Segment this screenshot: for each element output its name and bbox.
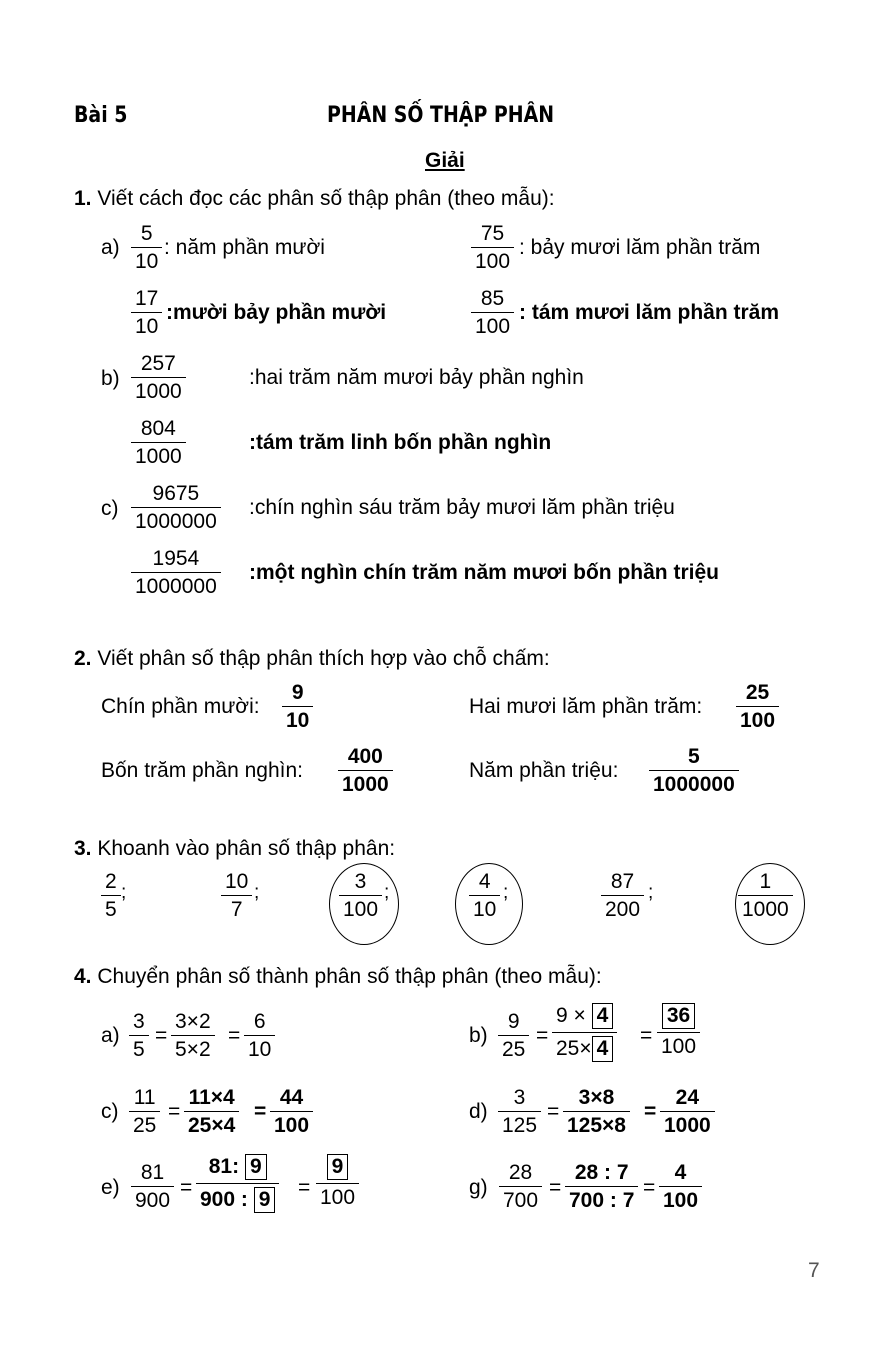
numerator: 3 (354, 870, 367, 893)
fraction (341, 871, 380, 920)
exercise-number: 1. (74, 187, 92, 210)
numerator (325, 1154, 351, 1183)
numerator: 804 (140, 417, 176, 440)
separator: ; (503, 882, 509, 903)
denominator: 100 (339, 895, 382, 920)
exercise-2-prompt (74, 647, 550, 671)
numerator: 25 (745, 681, 770, 704)
fraction (223, 871, 250, 920)
fraction (133, 418, 184, 467)
exercise-text: Chuyển phân số thành phân số thập phân (theo mẫu): (91, 965, 602, 988)
denominator: 1000000 (131, 507, 221, 532)
denominator: 100 (659, 1186, 702, 1211)
numerator: 11 (133, 1086, 156, 1109)
numerator: 11×4 (188, 1086, 235, 1109)
fraction (662, 1087, 713, 1136)
denominator: 7 (221, 895, 252, 920)
fraction (133, 1162, 172, 1211)
fraction-name: Chín phần mười: (101, 695, 260, 718)
fraction (198, 1154, 277, 1213)
numerator: 5 (140, 222, 153, 245)
exercise-number: 4. (74, 965, 92, 988)
denominator (196, 1183, 279, 1213)
fraction (131, 1087, 158, 1136)
denominator: 900 (131, 1186, 174, 1211)
denominator: 100 (736, 706, 779, 731)
fraction-name: Hai mươi lăm phần trăm: (469, 695, 703, 718)
numerator: 3 (133, 1010, 145, 1033)
separator: ; (254, 882, 260, 903)
page-title: PHÂN SỐ THẬP PHÂN (327, 103, 555, 128)
numerator: 400 (347, 745, 383, 768)
answer-fraction (340, 746, 391, 795)
fraction (554, 1003, 615, 1062)
separator: ; (384, 882, 390, 903)
denominator: 100 (471, 247, 514, 272)
denominator: 1000 (131, 442, 186, 467)
fraction-name: Bốn trăm phần nghìn: (101, 759, 303, 782)
fraction (603, 871, 642, 920)
equals-sign: = (547, 1100, 560, 1123)
denominator: 100 (316, 1183, 359, 1208)
exercise-text: Viết phân số thập phân thích hợp vào chỗ chấm: (91, 647, 550, 670)
fraction-reading: : tám mươi lăm phần trăm (519, 301, 780, 324)
exercise-text: Khoanh vào phân số thập phân: (91, 837, 396, 860)
exercise-number: 3. (74, 837, 92, 860)
exercise-1-prompt (74, 187, 555, 211)
numerator: 1 (759, 870, 772, 893)
denominator: 25 (129, 1111, 160, 1136)
denominator: 10 (469, 895, 500, 920)
exercise-number: 2. (74, 647, 92, 670)
exercise-text: Viết cách đọc các phân số thập phân (theo mẫu): (91, 187, 555, 210)
denominator (552, 1032, 617, 1062)
part-label: e) (101, 1176, 120, 1199)
exercise-3-prompt (74, 837, 395, 861)
denominator-text: 25× (556, 1037, 592, 1061)
numerator: 3 (513, 1086, 526, 1109)
answer-fraction (284, 682, 311, 731)
answer-box: 4 (592, 1036, 614, 1062)
fraction (659, 1003, 698, 1057)
equals-sign: = (168, 1100, 181, 1123)
denominator: 1000 (738, 895, 793, 920)
fraction-reading: :tám trăm linh bốn phần nghìn (249, 431, 552, 454)
part-label: b) (101, 367, 120, 390)
separator: ; (648, 882, 654, 903)
fraction (501, 1162, 540, 1211)
fraction (473, 223, 512, 272)
answer-box: 9 (245, 1154, 267, 1180)
answer-box: 36 (662, 1003, 695, 1029)
fraction (661, 1162, 700, 1211)
numerator: 85 (480, 287, 505, 310)
numerator (660, 1003, 697, 1032)
fraction (500, 1087, 539, 1136)
part-label: g) (469, 1176, 488, 1199)
numerator (554, 1003, 615, 1032)
fraction (246, 1011, 273, 1060)
answer-box: 9 (254, 1187, 276, 1213)
denominator: 25 (498, 1035, 529, 1060)
denominator: 100 (657, 1032, 700, 1057)
fraction (133, 288, 160, 337)
numerator-text: 81: (208, 1155, 240, 1178)
numerator: 5 (688, 745, 700, 768)
numerator: 257 (140, 352, 176, 375)
fraction (133, 548, 219, 597)
fraction (473, 288, 512, 337)
numerator: 2 (105, 870, 117, 893)
equals-sign: = (155, 1024, 168, 1047)
denominator: 125 (498, 1111, 541, 1136)
separator: ; (121, 882, 127, 903)
equals-sign: = (643, 1176, 656, 1199)
answer-box: 4 (592, 1003, 614, 1029)
numerator: 10 (225, 870, 249, 893)
fraction (272, 1087, 311, 1136)
numerator: 44 (279, 1086, 304, 1109)
part-label: b) (469, 1024, 488, 1047)
equals-sign: = (228, 1024, 241, 1047)
equals-sign: = (298, 1176, 311, 1199)
answer-fraction (651, 746, 737, 795)
part-label: c) (101, 497, 119, 520)
denominator: 1000000 (649, 770, 739, 795)
numerator: 3×2 (175, 1010, 211, 1033)
fraction (186, 1087, 237, 1136)
denominator: 1000 (660, 1111, 715, 1136)
fraction-reading: :mười bảy phần mười (166, 301, 387, 324)
denominator: 10 (131, 247, 162, 272)
lesson-label: Bài 5 (74, 103, 128, 128)
exercise-4-prompt (74, 965, 602, 989)
denominator: 5 (129, 1035, 149, 1060)
fraction (567, 1162, 636, 1211)
numerator: 24 (675, 1086, 700, 1109)
answer-fraction (738, 682, 777, 731)
equals-sign: = (536, 1024, 549, 1047)
denominator: 700 : 7 (565, 1186, 638, 1211)
denominator: 125×8 (563, 1111, 630, 1136)
denominator: 5×2 (171, 1035, 215, 1060)
fraction (103, 871, 119, 920)
numerator: 4 (478, 870, 491, 893)
numerator: 9 (507, 1010, 520, 1033)
part-label: a) (101, 1024, 120, 1047)
fraction-reading: : năm phần mười (164, 236, 325, 259)
denominator: 700 (499, 1186, 542, 1211)
fraction-reading: :hai trăm năm mươi bảy phần nghìn (249, 366, 584, 389)
numerator (207, 1154, 269, 1183)
denominator: 10 (131, 312, 162, 337)
denominator: 5 (101, 895, 121, 920)
part-label: c) (101, 1100, 119, 1123)
equals-sign: = (549, 1176, 562, 1199)
denominator: 100 (471, 312, 514, 337)
denominator: 1000 (131, 377, 186, 402)
fraction (740, 871, 791, 920)
fraction-reading: :một nghìn chín trăm năm mươi bốn phần triệu (249, 561, 719, 584)
solution-heading: Giải (425, 149, 465, 172)
answer-box: 9 (327, 1154, 349, 1180)
page-number: 7 (808, 1259, 820, 1282)
fraction (133, 483, 219, 532)
numerator: 87 (610, 870, 635, 893)
part-label: a) (101, 236, 120, 259)
numerator: 9 (291, 681, 304, 704)
numerator: 3×8 (578, 1086, 615, 1109)
fraction-reading: :chín nghìn sáu trăm bảy mươi lăm phần triệu (249, 496, 675, 519)
denominator: 10 (244, 1035, 275, 1060)
fraction (565, 1087, 628, 1136)
numerator: 9675 (152, 482, 200, 505)
denominator: 1000 (338, 770, 393, 795)
denominator: 25×4 (184, 1111, 239, 1136)
fraction (471, 871, 498, 920)
numerator: 4 (674, 1161, 687, 1184)
fraction (131, 1011, 147, 1060)
equals-sign: = (180, 1176, 193, 1199)
denominator-text: 900 : (200, 1188, 248, 1212)
numerator: 75 (480, 222, 505, 245)
numerator: 28 : 7 (574, 1161, 629, 1184)
fraction (133, 353, 184, 402)
denominator: 200 (601, 895, 644, 920)
equals-sign: = (640, 1024, 653, 1047)
part-label: d) (469, 1100, 488, 1123)
denominator: 100 (270, 1111, 313, 1136)
equals-sign: = (254, 1100, 267, 1123)
numerator: 28 (508, 1161, 533, 1184)
denominator: 1000000 (131, 572, 221, 597)
numerator: 81 (140, 1161, 165, 1184)
numerator: 1954 (152, 547, 200, 570)
equals-sign: = (644, 1100, 657, 1123)
fraction-reading: : bảy mươi lăm phần trăm (519, 236, 761, 259)
numerator: 17 (135, 287, 159, 310)
numerator-text: 9 × (556, 1004, 586, 1027)
fraction-name: Năm phần triệu: (469, 759, 619, 782)
fraction (133, 223, 160, 272)
fraction (318, 1154, 357, 1208)
denominator: 10 (282, 706, 313, 731)
fraction (173, 1011, 213, 1060)
numerator: 6 (253, 1010, 266, 1033)
fraction (500, 1011, 527, 1060)
